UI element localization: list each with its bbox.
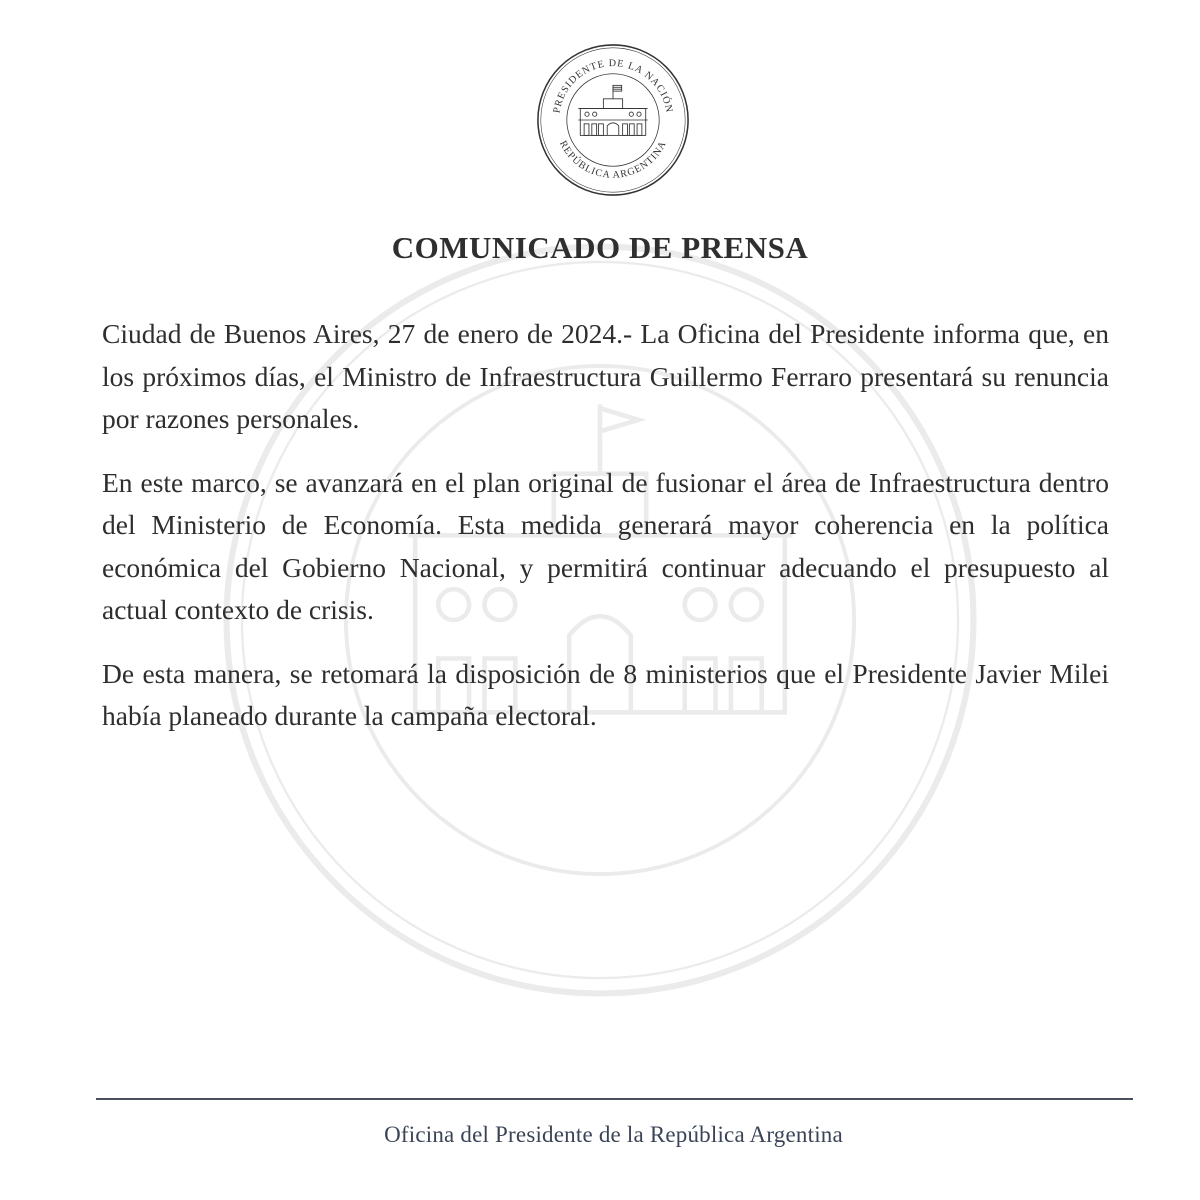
- footer-office-name: Oficina del Presidente de la República Argentina: [384, 1122, 843, 1147]
- page-title: COMUNICADO DE PRENSA: [391, 230, 809, 265]
- paragraph-2: En este marco, se avanzará en el plan original de fusionar el área de Infraestructura dentro del Ministerio de Economía. Esta medida generará mayor coherencia en la política económica del Gobierno Nacional, y permitirá continuar adecuando el presupuesto al actual contexto de crisis.: [102, 466, 1109, 625]
- seal-top-text: PRESIDENTE DE LA NACIÓN: [551, 58, 675, 115]
- paragraph-1: Ciudad de Buenos Aires, 27 de enero de 2024.- La Oficina del Presidente informa que, en los próximos días, el Ministro de Infraestructura Guillermo Ferraro presentará su renuncia por razones personales.: [102, 318, 1109, 434]
- press-release-body: [102, 313, 1109, 759]
- footer-divider: [96, 1098, 1133, 1100]
- casa-rosada-icon: [578, 85, 647, 135]
- paragraph-3: De esta manera, se retomará la disposición de 8 ministerios que el Presidente Javier Milei había planeado durante la campaña electoral.: [102, 657, 1109, 731]
- seal-bottom-text: REPÚBLICA ARGENTINA: [557, 138, 669, 181]
- presidential-seal: [536, 43, 690, 197]
